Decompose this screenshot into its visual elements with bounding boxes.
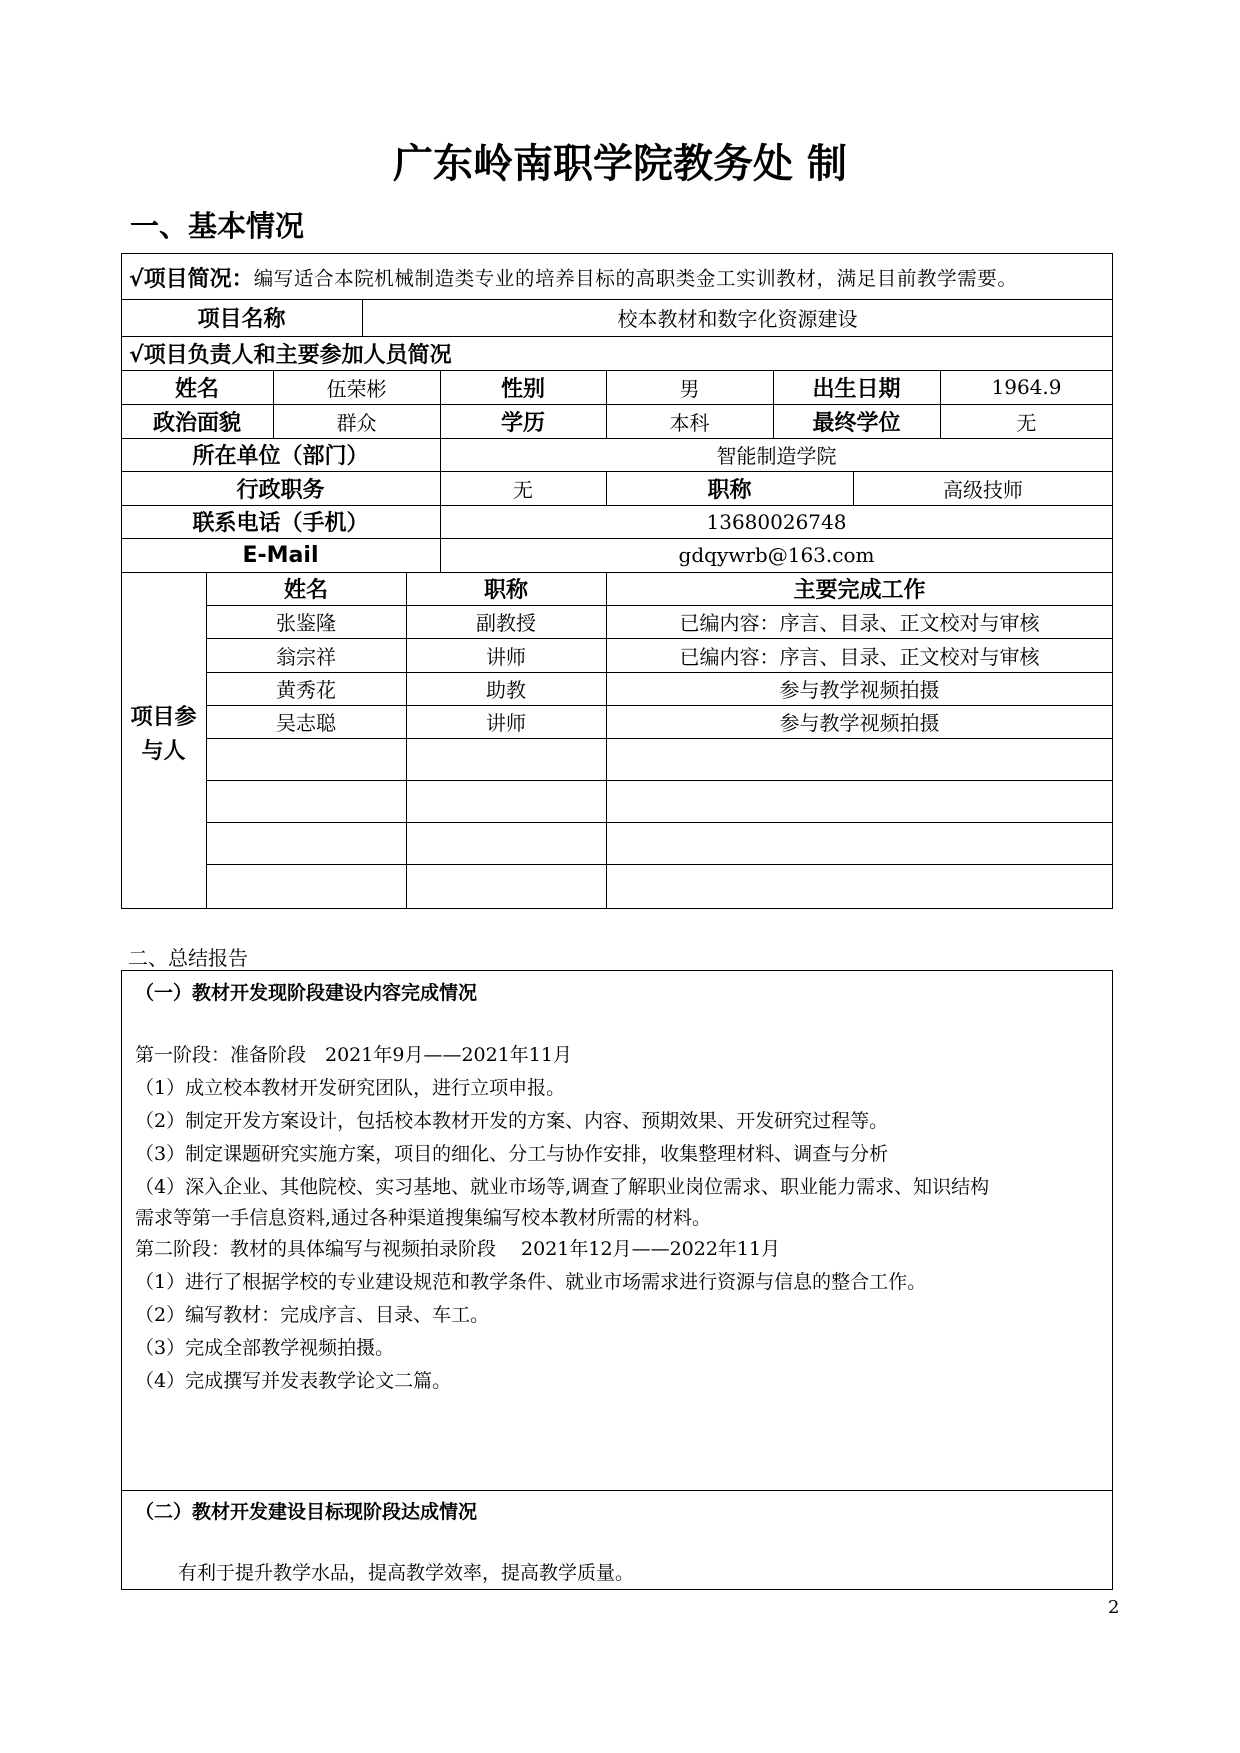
section-basic-info-title: 一、基本情况	[130, 209, 305, 243]
part1-line: （3）制定课题研究实施方案，项目的细化、分工与协作安排，收集整理材料、调查与分析	[135, 1143, 889, 1165]
leader-name-value: 伍荣彬	[326, 376, 387, 401]
participant-name: 黄秀花	[276, 678, 336, 702]
leader-title-value: 高级技师	[943, 477, 1023, 502]
page-number: 2	[1108, 1597, 1120, 1618]
participants-side-label-line1: 项目参	[130, 705, 197, 730]
part1-line: （4）深入企业、其他院校、实习基地、就业市场等,调查了解职业岗位需求、职业能力需求、知识结构	[135, 1176, 990, 1198]
participant-work: 已编内容：序言、目录、正文校对与审核	[679, 644, 1040, 669]
participants-side-label	[121, 690, 206, 780]
participant-title: 讲师	[486, 644, 526, 669]
leader-unit-value: 智能制造学院	[716, 444, 837, 468]
leader-email-value: gdqywrb@163.com	[678, 543, 875, 567]
leader-education-label: 学历	[500, 410, 545, 436]
part2-text: 有利于提升教学水品，提高教学效率，提高教学质量。	[178, 1562, 635, 1584]
participant-work: 参与教学视频拍摄	[779, 711, 940, 735]
leader-phone-value: 13680026748	[706, 509, 847, 534]
leader-degree-label: 最终学位	[812, 410, 901, 436]
participant-name: 翁宗祥	[276, 644, 336, 669]
participants-side-label-line2: 与人	[141, 739, 186, 764]
row-divider	[206, 738, 1113, 739]
leader-education-value: 本科	[669, 410, 710, 435]
part1-line: （1）成立校本教材开发研究团队，进行立项申报。	[135, 1077, 566, 1099]
participants-header-name: 姓名	[283, 578, 328, 603]
part1-line: （3）完成全部教学视频拍摄。	[135, 1337, 395, 1359]
participant-name: 吴志聪	[276, 711, 336, 735]
part1-heading: （一）教材开发现阶段建设内容完成情况	[135, 982, 478, 1004]
leader-admin-value: 无	[513, 477, 533, 502]
participant-work: 参与教学视频拍摄	[779, 678, 940, 702]
leader-unit-label: 所在单位（部门）	[192, 444, 369, 469]
project-name-value: 校本教材和数字化资源建设	[617, 307, 858, 331]
participant-title: 讲师	[486, 711, 526, 735]
row-divider	[206, 780, 1113, 781]
leader-name-label: 姓名	[174, 376, 219, 402]
leader-birth-value: 1964.9	[991, 375, 1062, 399]
participant-title: 副教授	[476, 611, 536, 635]
project-summary-row	[123, 255, 1117, 299]
participant-work: 已编内容：序言、目录、正文校对与审核	[679, 611, 1040, 635]
personnel-heading: √项目负责人和主要参加人员简况	[129, 342, 452, 368]
project-name-label: 项目名称	[197, 307, 286, 332]
row-divider	[206, 822, 1113, 823]
part1-line: （2）制定开发方案设计，包括校本教材开发的方案、内容、预期效果、开发研究过程等。	[135, 1110, 889, 1132]
leader-political-value: 群众	[336, 410, 377, 435]
part2-heading: （二）教材开发建设目标现阶段达成情况	[135, 1501, 478, 1523]
part1-line: 第一阶段：准备阶段 2021年9月——2021年11月	[135, 1044, 572, 1066]
participants-header-work: 主要完成工作	[793, 578, 926, 603]
leader-phone-label: 联系电话（手机）	[192, 511, 369, 536]
row-divider	[206, 864, 1113, 865]
leader-birth-label: 出生日期	[812, 376, 901, 402]
leader-gender-value: 男	[679, 376, 700, 401]
part1-line: （1）进行了根据学校的专业建设规范和教学条件、就业市场需求进行资源与信息的整合工作。	[135, 1271, 927, 1293]
project-summary-label: √项目简况：	[129, 266, 254, 292]
leader-email-label: E-Mail	[242, 542, 319, 568]
part1-line: （4）完成撰写并发表教学论文二篇。	[135, 1370, 452, 1392]
project-summary-text: 编写适合本院机械制造类专业的培养目标的高职类金工实训教材，满足目前教学需要。	[253, 267, 1018, 290]
participant-name: 张鉴隆	[276, 611, 336, 635]
leader-admin-label: 行政职务	[236, 477, 325, 503]
document-title: 广东岭南职学院教务处 制	[393, 141, 847, 187]
participant-title: 助教	[486, 678, 526, 702]
participants-header-title: 职称	[483, 578, 528, 603]
leader-political-label: 政治面貌	[152, 410, 241, 436]
summary-divider	[121, 1490, 1113, 1491]
leader-degree-value: 无	[1016, 410, 1037, 435]
section-summary-title: 二、总结报告	[128, 946, 248, 970]
leader-title-label: 职称	[707, 477, 752, 503]
leader-gender-label: 性别	[500, 376, 545, 402]
part1-line: （2）编写教材：完成序言、目录、车工。	[135, 1304, 490, 1326]
part1-line: 需求等第一手信息资料,通过各种渠道搜集编写校本教材所需的材料。	[135, 1207, 712, 1229]
part1-line: 第二阶段：教材的具体编写与视频拍录阶段 2021年12月——2022年11月	[135, 1238, 781, 1260]
